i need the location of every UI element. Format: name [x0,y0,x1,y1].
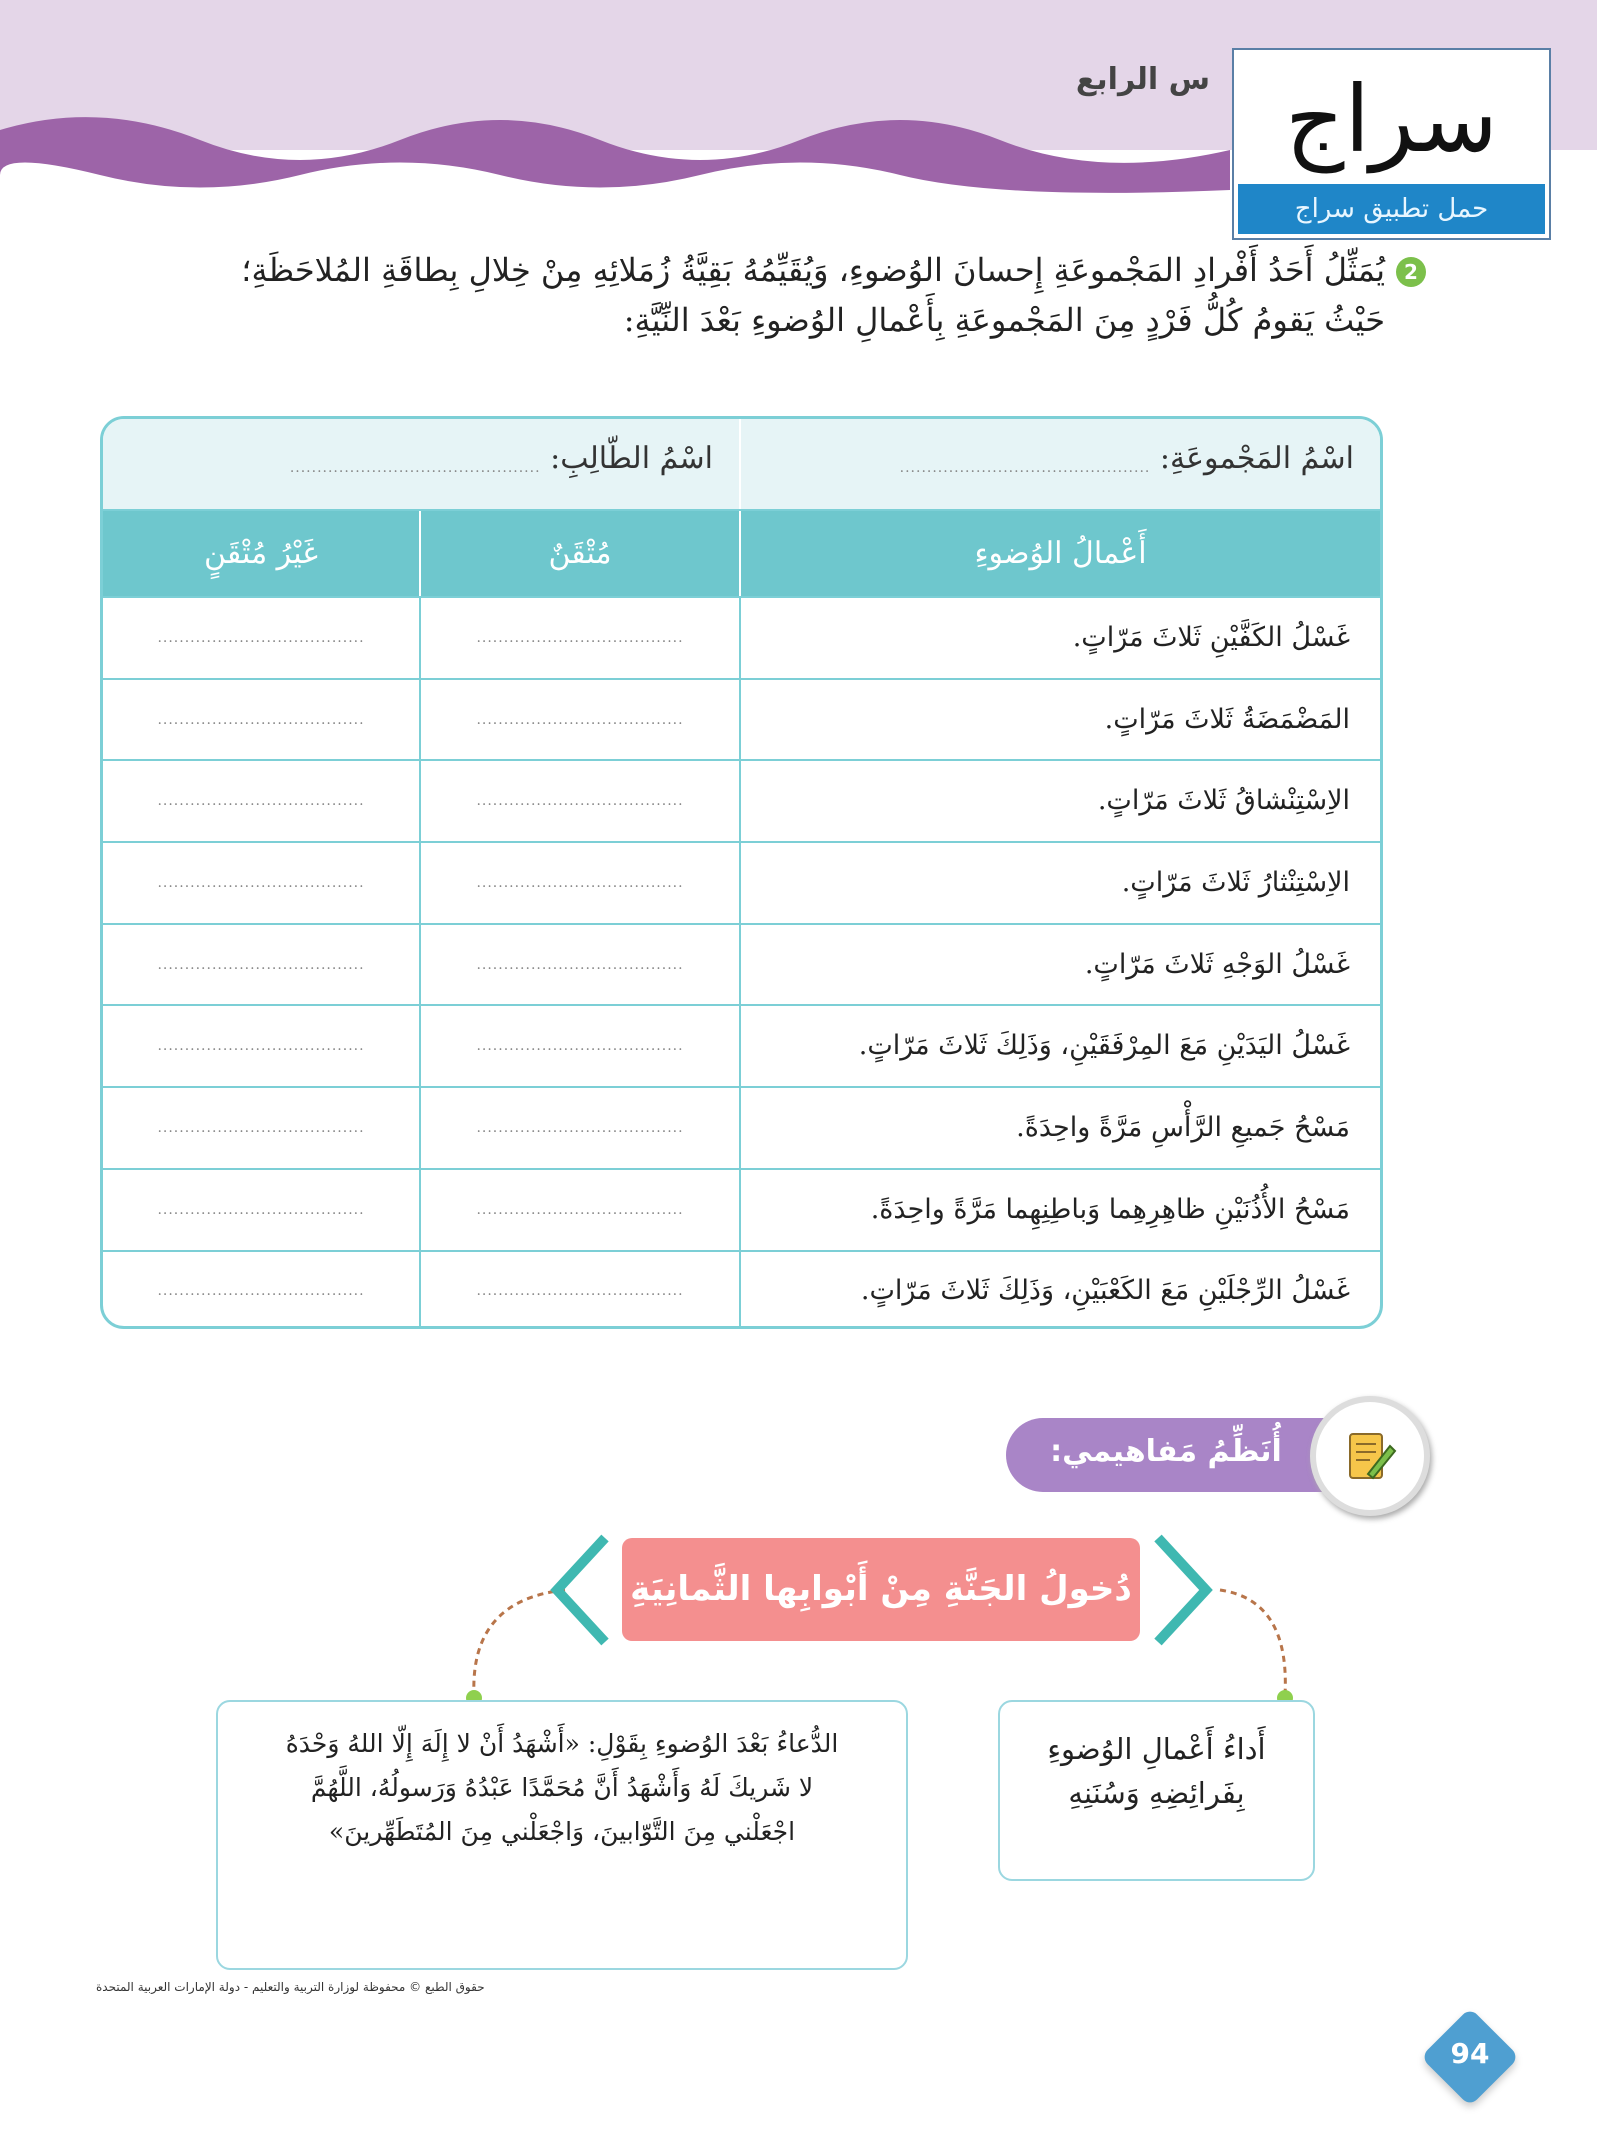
download-app-banner[interactable]: حمل تطبيق سراج [1238,184,1545,234]
page-number: 94 [1450,2037,1490,2070]
not-mastered-cell[interactable] [103,843,419,923]
group-name-field[interactable] [739,419,1380,509]
chevron-left-icon [545,1530,615,1650]
observation-card-table [100,416,1383,1329]
mastered-cell[interactable] [419,843,739,923]
table-row [103,678,1380,760]
mastered-cell[interactable] [419,925,739,1005]
not-mastered-dots: ...................................... [157,956,365,973]
mastered-dots: ...................................... [476,956,684,973]
question-text [90,245,1385,345]
left-box-line: لا شَريكَ لَهُ وَأَشْهَدُ أَنَّ مُحَمَّدًا عَبْدُهُ وَرَسولُهُ، اللَّهُمَّ [310,1773,814,1802]
mastered-cell[interactable] [419,1088,739,1168]
not-mastered-cell[interactable] [103,1252,419,1330]
table-row [103,923,1380,1005]
student-name-field[interactable] [103,419,739,509]
student-name-label: اسْمُ الطّالِبِ: [550,441,713,476]
mastered-dots: ...................................... [476,874,684,891]
not-mastered-dots: ...................................... [157,1201,365,1218]
siraj-logo[interactable] [1232,48,1551,240]
wudu-action: غَسْلُ الرِّجْلَيْنِ مَعَ الكَعْبَيْنِ، وَذَلِكَ ثَلاثَ مَرّاتٍ. [739,1252,1380,1330]
not-mastered-dots: ...................................... [157,874,365,891]
not-mastered-cell[interactable] [103,680,419,760]
wudu-action: غَسْلُ اليَدَيْنِ مَعَ المِرْفَقَيْنِ، وَذَلِكَ ثَلاثَ مَرّاتٍ. [739,1006,1380,1086]
mastered-dots: ...................................... [476,1283,684,1300]
table-row [103,596,1380,678]
question-number: 2 [1396,257,1426,287]
not-mastered-cell[interactable] [103,925,419,1005]
mastered-cell[interactable] [419,1252,739,1330]
table-body [103,596,1380,1329]
mastered-dots: ...................................... [476,793,684,810]
not-mastered-cell[interactable] [103,598,419,678]
not-mastered-dots: ...................................... [157,1119,365,1136]
mastered-dots: ...................................... [476,711,684,728]
table-row [103,1004,1380,1086]
mastered-cell[interactable] [419,761,739,841]
wudu-action: مَسْحُ جَميعِ الرَّأْسِ مَرَّةً واحِدَةً. [739,1088,1380,1168]
lesson-title: س الرابع [1075,62,1210,97]
table-row [103,759,1380,841]
mastered-dots: ...................................... [476,629,684,646]
wudu-action: الاِسْتِنْشاقُ ثَلاثَ مَرّاتٍ. [739,761,1380,841]
table-row [103,1250,1380,1330]
table-header-row [103,511,1380,596]
concept-title: دُخولُ الجَنَّةِ مِنْ أَبْوابِها الثَّمانِيَةِ [622,1538,1140,1641]
chevron-right-icon [1148,1530,1218,1650]
mastered-cell[interactable] [419,1170,739,1250]
table-row [103,1086,1380,1168]
question-line-2: حَيْثُ يَقومُ كُلُّ فَرْدٍ مِنَ المَجْموعَةِ بِأَعْمالِ الوُضوءِ بَعْدَ النِّيَّةِ: [623,301,1385,339]
mastered-dots: ...................................... [476,1201,684,1218]
logo-word: سراج [1285,66,1498,173]
mastered-dots: ...................................... [476,1119,684,1136]
not-mastered-dots: ...................................... [157,711,365,728]
not-mastered-dots: ...................................... [157,629,365,646]
mastered-dots: ...................................... [476,1038,684,1055]
not-mastered-cell[interactable] [103,761,419,841]
wudu-action: المَضْمَضَةُ ثَلاثَ مَرّاتٍ. [739,680,1380,760]
not-mastered-dots: ...................................... [157,793,365,810]
table-row [103,841,1380,923]
question-line-1: يُمَثِّلُ أَحَدُ أَفْرادِ المَجْموعَةِ إِحسانَ الوُضوءِ، وَيُقَيِّمُهُ بَقِيَّةُ زُمَلائِهِ مِنْ خِلالِ بِطاقَةِ المُلاحَظَةِ؛ [241,251,1385,289]
group-name-label: اسْمُ المَجْموعَةِ: [1159,441,1354,476]
wudu-action: الاِسْتِنْثارُ ثَلاثَ مَرّاتٍ. [739,843,1380,923]
wudu-action: غَسْلُ الوَجْهِ ثَلاثَ مَرّاتٍ. [739,925,1380,1005]
header-not-mastered: غَيْرُ مُتْقَنٍ [204,536,318,571]
left-box-line: الدُّعاءُ بَعْدَ الوُضوءِ بِقَوْلِ: «أَشْهَدُ أَنْ لا إِلَهَ إِلّا اللهُ وَحْدَهُ [285,1729,839,1758]
mastered-cell[interactable] [419,680,739,760]
right-box-line: بِفَرائِضِهِ وَسُنَنِهِ [1068,1776,1245,1810]
copyright-footer: حقوق الطبع © محفوظة لوزارة التربية والتعليم - دولة الإمارات العربية المتحدة [96,1980,485,1994]
not-mastered-cell[interactable] [103,1088,419,1168]
not-mastered-dots: ...................................... [157,1283,365,1300]
wudu-action: مَسْحُ الأُذُنَيْنِ ظاهِرِهِما وَباطِنِهِما مَرَّةً واحِدَةً. [739,1170,1380,1250]
student-name-dots: .............................................. [289,460,541,476]
notebook-pencil-icon [1310,1396,1430,1516]
header-wudu-actions: أَعْمالُ الوُضوءِ [739,511,1380,596]
concept-box-left [216,1700,908,1970]
right-box-line: أَداءُ أَعْمالِ الوُضوءِ [1047,1732,1266,1766]
table-row [103,1168,1380,1250]
mastered-cell[interactable] [419,1006,739,1086]
concept-box-right [998,1700,1315,1881]
mastered-cell[interactable] [419,598,739,678]
header-mastered: مُتْقَنٌ [419,511,739,596]
not-mastered-cell[interactable] [103,1170,419,1250]
wudu-action: غَسْلُ الكَفَّيْنِ ثَلاثَ مَرّاتٍ. [739,598,1380,678]
not-mastered-cell[interactable] [103,1006,419,1086]
not-mastered-dots: ...................................... [157,1038,365,1055]
group-name-dots: .............................................. [899,460,1151,476]
organize-concepts-label: أُنَظِّمُ مَفاهيمي: [1006,1418,1366,1492]
left-box-line: اجْعَلْني مِنَ التَّوّابينَ، وَاجْعَلْني مِنَ المُتَطَهِّرينَ» [328,1817,796,1846]
